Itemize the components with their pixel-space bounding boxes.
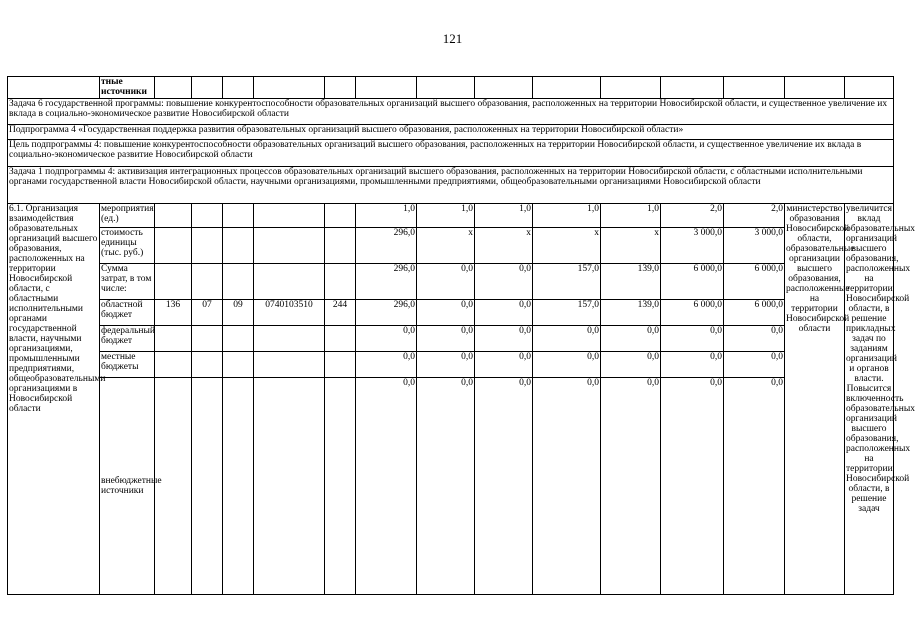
measure-name: 6.1. Организация взаимодействия образовательных организаций высшего образования, расположенных на территории Новосибирской области, с областными исполнительными органами государственной власти, научными организациями, промышленными предприятиями, общеобразовательными организациями в Новосибирской области — [8, 204, 100, 595]
value-cell: 1,0 — [417, 204, 475, 228]
row-label: стоимость единицы (тыс. руб.) — [100, 228, 155, 264]
value-cell: 0,0 — [601, 326, 661, 352]
csr-cell: 0740103510 — [254, 300, 325, 326]
value-cell: 1,0 — [533, 204, 601, 228]
value-cell: 157,0 — [533, 300, 601, 326]
value-cell: 0,0 — [533, 352, 601, 378]
value-cell: 3 000,0 — [724, 228, 785, 264]
value-cell: 0,0 — [417, 264, 475, 300]
grbs-cell: 136 — [155, 300, 192, 326]
value-cell: 0,0 — [724, 326, 785, 352]
data-row — [8, 300, 894, 326]
pr-cell — [223, 228, 254, 264]
value-cell: 0,0 — [533, 378, 601, 595]
grbs-cell — [155, 228, 192, 264]
csr-cell — [254, 204, 325, 228]
rz-cell — [192, 228, 223, 264]
executor: министерство образования Новосибирской области, образовательные организации высшего образования, расположенные на территории Новосибирской области — [785, 204, 845, 595]
row-label: местные бюджеты — [100, 352, 155, 378]
subprogram4-text: Подпрограмма 4 «Государственная поддержка развития образовательных организаций высшего образования, расположенных на территории Новосибирской области» — [8, 125, 894, 140]
value-cell: 0,0 — [661, 326, 724, 352]
header-fragment: тные источники — [100, 77, 155, 99]
value-cell: 0,0 — [533, 326, 601, 352]
value-cell: 0,0 — [417, 352, 475, 378]
csr-cell — [254, 352, 325, 378]
value-cell: 0,0 — [601, 352, 661, 378]
value-cell: 139,0 — [601, 300, 661, 326]
data-row — [8, 204, 894, 228]
page-number: 121 — [442, 31, 463, 46]
data-row — [8, 264, 894, 300]
vr-cell: 244 — [325, 300, 356, 326]
value-cell: 0,0 — [417, 326, 475, 352]
pr-cell — [223, 204, 254, 228]
value-cell: 2,0 — [661, 204, 724, 228]
expected-result: увеличится вклад образовательных организаций высшего образования, расположенных на территории Новосибирской области, в решение прикладных задач по заданиям организаций и органов власти. Повысится включенность образовательных организаций высшего образования, расположенных на территории Новосибирской области, в решение задач — [845, 204, 894, 595]
value-cell: 0,0 — [356, 352, 417, 378]
vr-cell — [325, 352, 356, 378]
value-cell: 0,0 — [356, 326, 417, 352]
csr-cell — [254, 264, 325, 300]
value-cell: х — [533, 228, 601, 264]
header-fragment-row — [8, 77, 894, 99]
grbs-cell — [155, 352, 192, 378]
value-cell: х — [417, 228, 475, 264]
task6-row — [8, 99, 894, 125]
value-cell: 0,0 — [601, 378, 661, 595]
rz-cell — [192, 326, 223, 352]
value-cell: 0,0 — [475, 300, 533, 326]
goal-text: Цель подпрограммы 4: повышение конкурентоспособности образовательных организаций высшего образования, расположенных на территории Новосибирской области, и существенное увеличение их вклада в социально-экономическое развитие Новосибирской области — [8, 140, 894, 167]
grbs-cell — [155, 326, 192, 352]
value-cell: 0,0 — [661, 378, 724, 595]
value-cell: 6 000,0 — [724, 264, 785, 300]
value-cell: 2,0 — [724, 204, 785, 228]
task1-row — [8, 167, 894, 204]
row-label: областной бюджет — [100, 300, 155, 326]
value-cell: 0,0 — [724, 352, 785, 378]
value-cell: 0,0 — [417, 300, 475, 326]
row-label: мероприятия (ед.) — [100, 204, 155, 228]
vr-cell — [325, 228, 356, 264]
value-cell: 6 000,0 — [724, 300, 785, 326]
data-row — [8, 228, 894, 264]
pr-cell: 09 — [223, 300, 254, 326]
rz-cell — [192, 352, 223, 378]
value-cell: 0,0 — [417, 378, 475, 595]
value-cell: 296,0 — [356, 264, 417, 300]
value-cell: х — [601, 228, 661, 264]
value-cell: 296,0 — [356, 228, 417, 264]
rz-cell — [192, 264, 223, 300]
vr-cell — [325, 326, 356, 352]
row-label: Сумма затрат, в том числе: — [100, 264, 155, 300]
rz-cell: 07 — [192, 300, 223, 326]
data-row — [8, 378, 894, 595]
vr-cell — [325, 204, 356, 228]
vr-cell — [325, 378, 356, 595]
task6-text: Задача 6 государственной программы: повышение конкурентоспособности образовательных организаций высшего образования, расположенных на территории Новосибирской области, и существенное увеличение их вклада в социально-экономическое развитие Новосибирской области — [8, 99, 894, 125]
value-cell: 6 000,0 — [661, 300, 724, 326]
data-row — [8, 326, 894, 352]
pr-cell — [223, 352, 254, 378]
value-cell: 3 000,0 — [661, 228, 724, 264]
rz-cell — [192, 378, 223, 595]
pr-cell — [223, 264, 254, 300]
value-cell: 0,0 — [475, 378, 533, 595]
grbs-cell — [155, 264, 192, 300]
vr-cell — [325, 264, 356, 300]
value-cell: 0,0 — [475, 326, 533, 352]
pr-cell — [223, 378, 254, 595]
value-cell: 157,0 — [533, 264, 601, 300]
row-label: федеральный бюджет — [100, 326, 155, 352]
value-cell: 0,0 — [724, 378, 785, 595]
value-cell: 0,0 — [661, 352, 724, 378]
value-cell: 1,0 — [601, 204, 661, 228]
value-cell: 6 000,0 — [661, 264, 724, 300]
value-cell: 0,0 — [475, 264, 533, 300]
value-cell: 1,0 — [356, 204, 417, 228]
value-cell: 0,0 — [356, 378, 417, 595]
subprogram4-row — [8, 125, 894, 140]
csr-cell — [254, 228, 325, 264]
pr-cell — [223, 326, 254, 352]
value-cell: 0,0 — [475, 352, 533, 378]
task1-text: Задача 1 подпрограммы 4: активизация интеграционных процессов образовательных организаций высшего образования, расположенных на территории Новосибирской области, с областными исполнительными органами государственной власти Новосибирской области, научными организациями, промышленными предприятиями, общеобразовательными организациями Новосибирской области — [8, 167, 894, 204]
program-table — [7, 76, 915, 595]
value-cell: 139,0 — [601, 264, 661, 300]
csr-cell — [254, 378, 325, 595]
value-cell: 1,0 — [475, 204, 533, 228]
grbs-cell — [155, 204, 192, 228]
goal-row — [8, 140, 894, 167]
value-cell: 296,0 — [356, 300, 417, 326]
row-label: внебюджетные источники — [100, 378, 155, 595]
data-row — [8, 352, 894, 378]
value-cell: х — [475, 228, 533, 264]
csr-cell — [254, 326, 325, 352]
grbs-cell — [155, 378, 192, 595]
rz-cell — [192, 204, 223, 228]
